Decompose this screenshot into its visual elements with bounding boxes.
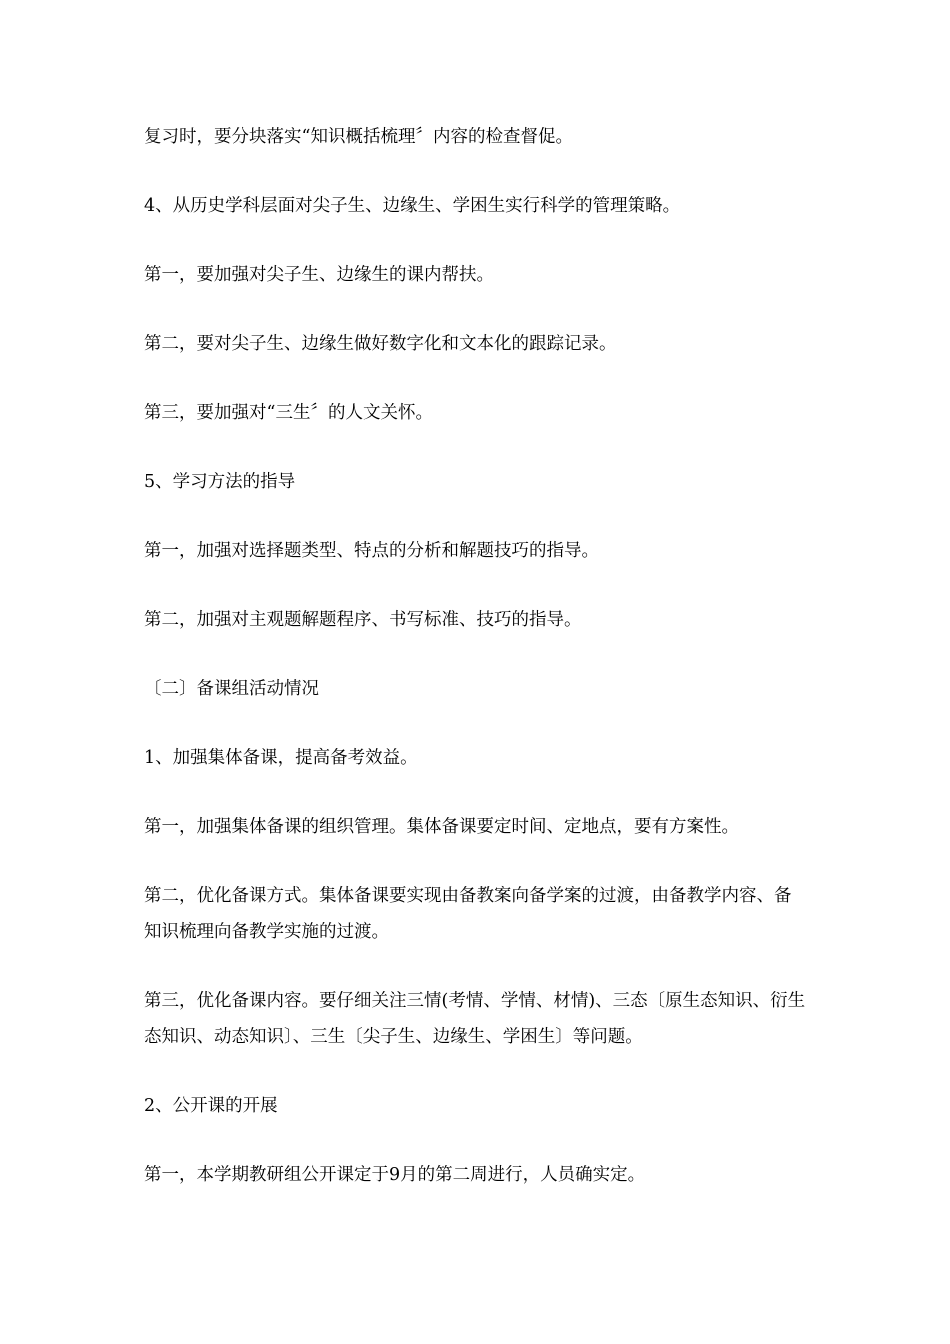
paragraph-first-schedule: 第一，本学期教研组公开课定于9月的第二周进行，人员确实定。 (144, 1165, 646, 1185)
paragraph-second-records: 第二，要对尖子生、边缘生做好数字化和文本化的跟踪记录。 (144, 334, 617, 354)
paragraph-third-care: 第三，要加强对“三生〞的人文关怀。 (144, 403, 433, 423)
paragraph-item-1-collective: 1、加强集体备课，提高备考效益。 (144, 748, 418, 768)
paragraph-first-organization: 第一，加强集体备课的组织管理。集体备课要定时间、定地点，要有方案性。 (144, 817, 739, 837)
paragraph-item-2-open-class: 2、公开课的开展 (144, 1096, 278, 1116)
paragraph-third-content: 第三，优化备课内容。要仔细关注三情(考情、学情、材情)、三态〔原生态知识、衍生态知识、动态知识〕、三生〔尖子生、边缘生、学困生〕等问题。 (144, 991, 806, 1047)
paragraph-second-subjective: 第二，加强对主观题解题程序、书写标准、技巧的指导。 (144, 610, 582, 630)
paragraph-item-4-management: 4、从历史学科层面对尖子生、边缘生、学困生实行科学的管理策略。 (144, 196, 681, 216)
paragraph-review-supervision: 复习时，要分块落实“知识概括梳理〞内容的检查督促。 (144, 127, 573, 147)
paragraph-first-help: 第一，要加强对尖子生、边缘生的课内帮扶。 (144, 265, 494, 285)
paragraph-item-5-methods: 5、学习方法的指导 (144, 472, 296, 492)
paragraph-second-method: 第二，优化备课方式。集体备课要实现由备教案向备学案的过渡，由备教学内容、备知识梳理向备教学实施的过渡。 (144, 886, 792, 942)
paragraph-first-choice-questions: 第一，加强对选择题类型、特点的分析和解题技巧的指导。 (144, 541, 599, 561)
section-heading-prep-group: 〔二〕备课组活动情况 (144, 679, 319, 699)
